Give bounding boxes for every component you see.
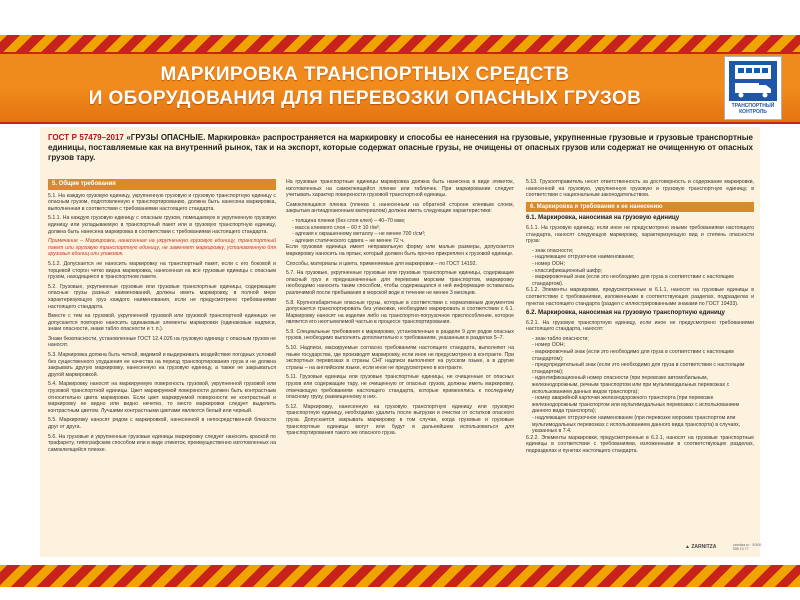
list-item: - адгезия к окрашенному металлу – не менее 700 г/см²; [292, 231, 426, 238]
paragraph: 5.2. Грузовые, укрупненные грузовые или грузовые транспортные единицы, содержащие опасные грузы разных наименований, должны иметь маркировку, в полной мере характеризующую груз каждого наименования, если не предусмотрено требованиями настоящего стандарта. [48, 283, 276, 310]
paragraph: 5.1.2. Допускается не наносить маркировку на транспортный пакет, если с его боковой и торцевой сторон четко видна маркировка, нанесенная на все грузовые единицы с опасным грузом, находящиеся в транспортном пакете. [48, 260, 276, 281]
paragraph: 5.1. На каждую грузовую единицу, укрупненную грузовую и грузовую транспортную единицу с опасным грузом, подготовленную к транспортированию, должна быть нанесена маркировка, выполненная в соответствии с требованиями настоящего стандарта. [48, 192, 276, 212]
title-line-2: И ОБОРУДОВАНИЯ ДЛЯ ПЕРЕВОЗКИ ОПАСНЫХ ГРУЗОВ [88, 88, 642, 109]
note-paragraph: Примечание – Маркировка, нанесенная на укрупненную грузовую единицу, транспортный пакет или грузовую транспортную единицу, не заменяет маркировку, установленную для грузовых единиц или упаковок. [48, 238, 276, 258]
paragraph: Способы, материалы и цвета, применяемые для маркировки – по ГОСТ 14192. [286, 260, 477, 267]
section-6-header: 6. Маркировка и требования к ее нанесению [526, 202, 754, 213]
list-item: - классификационный шифр; [532, 267, 603, 274]
hazard-stripe-bottom [0, 565, 800, 587]
subsection-6-2-heading: 6.2. Маркировка, наносимая на грузовую транспортную единицу [526, 309, 725, 317]
paragraph: Знаки безопасности, установленные ГОСТ 12.4.026 на грузовую единицу с опасным грузом не наносят. [48, 335, 276, 349]
paragraph: 5.5. Маркировку наносят рядом с маркировкой, нанесенной в непосредственной близости друг от друга. [48, 417, 276, 430]
list-item: - адгезия статического сдвига – не менее 72 ч. [292, 237, 405, 244]
paragraph: 5.4. Маркировку наносят на маркируемую поверхность грузовой, укрупненной грузовой или грузовой транспортной единицы. Цвет маркируемой поверхности должен быть контрастным относительно цвета маркировки. Если цвет маркируемой поверхности не контрастный и маркировку не видно или видно нечетко, то место маркировки следует выделить контрастным цветом. Лучшими контрастными цветами являются белый или черный. [48, 381, 276, 414]
paragraph: 5.1.1. На каждую грузовую единицу с опасным грузом, помещаемую в укрупненную грузовую единицу или укладываемую в транспортный пакет или в грузовую транспортную единицу, должна быть нанесена маркировка в соответствии с требованиями настоящего стандарта. [48, 215, 276, 235]
list-item: - идентификационный номер опасности (при перевозке автомобильным, железнодорожным, речным транспортом или при мультимодальных перевозках с использованием данных видов транспорта); [532, 375, 730, 395]
paragraph: 5.9. Специальные требования к маркировке, установленные в разделе 9 для родов опасных грузов, необходимо выполнять дополнительно к требованиям, указанным в разделах 5–7. [286, 328, 514, 342]
list-item: - масса клеевого слоя – 60 ± 10 г/м²; [292, 224, 380, 231]
paragraph: Самоклеящаяся пленка (пленка с нанесенным на обратной стороне клеевым слоем, закрытым антиадгезионным материалом) должна иметь следующие характеристики: [286, 201, 514, 215]
brand-name: ZARNITZA [691, 544, 717, 550]
list-item: - знак опасности; [532, 247, 574, 254]
page-title [40, 63, 690, 111]
paragraph: 6.1.1. На грузовую единицу, если иное не предусмотрено иными требованиями настоящего стандарта, наносят следующую маркировку, характеризующую вид и степень опасности груза: [526, 224, 754, 245]
paragraph: 5.8. Крупногабаритные опасные грузы, которые в соответствии с нормативным документом допускается транспортировать без упаковки, необходимо маркировать в соответствии с 6.1. Маркировку наносят на изделие либо на транспортно-погрузочное приспособление, которое является его неотъемлемой частью в процессе транспортирования. [286, 299, 514, 326]
list-item: - номер аварийной карточки железнодорожного транспорта (при перевозке железнодорожным транспортом или мультимодальных перевозках с использованием данного вида транспорта); [532, 395, 740, 415]
paragraph: 5.6. На грузовые и укрупненные грузовые единицы маркировку следует наносить краской по трафарету, типографским способом или в виде этикеток, преимущественно изготовленных на самоклеящейся пленке. [48, 433, 276, 453]
list-item: - маркировочный знак (если это необходимо для груза в соответствии с настоящим стандартом). [532, 274, 734, 287]
title-line-1: МАРКИРОВКА ТРАНСПОРТНЫХ СРЕДСТВ [160, 64, 570, 85]
column-1 [48, 179, 276, 456]
sign-caption: ТРАНСПОРТНЫЙ КОНТРОЛЬ [731, 103, 775, 115]
gost-text: «ГРУЗЫ ОПАСНЫЕ. Маркировка» распространяется на маркировку и способы ее нанесения на грузовые, укрупненные грузовые и грузовые транспортные единицы, поставляемые как на внутренний рынок, так и на экспорт, которые содержат опасные грузы, не очищены от опасных грузов или содержат не очищенную от опасных грузов тару. [48, 133, 753, 162]
list-item: - знак-табло опасности; [532, 335, 589, 342]
paragraph: 6.2.2. Элементы маркировки, предусмотренные в 6.2.1, наносят на грузовые транспортные единицы в соответствии с требованиями, изложенными в соответствующих разделах, подразделах и пунктах настоящего стандарта. [526, 434, 754, 454]
logo-icon: ▲ [685, 544, 690, 550]
paragraph: 5.13. Грузоотправитель несет ответственность за достоверность и содержание маркировки, нанесенной на грузовую, укрупненную грузовую и грузовую транспортную единицу, в соответствии с национальным законодательством. [526, 179, 754, 199]
column-2 [286, 179, 514, 440]
header-banner [0, 52, 800, 124]
list-item: - маркировочный знак (если это необходимо для груза в соответствии с настоящим стандартом); [532, 349, 734, 362]
list-item: - надлежащее отгрузочное наименование; [532, 254, 635, 261]
content-panel [40, 127, 760, 557]
paragraph: 5.12. Маркировку, нанесенную на грузовую транспортную единицу или грузовую транспортную единицу, необходимо удалить после выгрузки и очистки от остатков опасного груза. Допускается закрывать маркировку в том случае, когда грузовые и грузовые транспортные единицы могут или будут в дальнейшем использоваться для транспортирования такого же опасного груза. [286, 403, 514, 437]
list-item: - толщина пленки (без слоя клея) – 40–70 мкм; [292, 217, 406, 224]
paragraph: 5.7. На грузовые, укрупненные грузовые или грузовые транспортные единицы, содержащие опасный груз и предназначенные для перевозки морским транспортом, маркировку необходимо наносить таким способом, чтобы содержащаяся в ней информация оставалась различимой после пребывания в морской воде в течение не менее 3 месяцев. [286, 270, 514, 296]
paragraph: 5.3. Маркировка должна быть четкой, видимой и выдерживать воздействие погодных условий без существенного ухудшения ее качества на период транспортирования груза и не должна закрывать другую маркировку, нанесенную на грузовую единицу, а также не закрываться другой маркировкой. [48, 352, 276, 378]
paragraph: 5.11. Грузовые единицы или грузовые транспортные единицы, не очищенные от опасных грузов или содержащие тару, не очищенную от опасных грузов, должны иметь маркировку, отвечающую требованиям настоящего стандарта, которые применялись к последнему опасному грузу, размещенному в них. [286, 374, 514, 401]
brand-logo [685, 544, 716, 550]
list-item: - предупредительный знак (если это необходимо для груза в соответствии с настоящим стандартом); [532, 362, 745, 375]
section-5-header: 5. Общие требования [48, 179, 276, 190]
list-item: - надлежащее отгрузочное наименование (при перевозке морским транспортом или мультимодальных перевозках с использованием данного вида транспорта) в случаях, указанных в 7.4. [532, 415, 741, 435]
list-item: - номер ООН; [532, 342, 565, 349]
paragraph: 5.10. Надписи, маскируемые согласно требованиям настоящего стандарта, выполняют на языке государства, где производят маркировку, если иное не предусмотрено в контракте. При экспортных перевозках в страны СНГ надписи выполняют на русском языке, а в другие страны – на английском языке, если иное не предусмотрено в контракте. [286, 345, 514, 371]
paragraph: На грузовые транспортные единицы маркировка должна быть нанесена в виде этикеток, изготовленных на самоклеящейся пленке или табличек. При маркировании следует учитывать характер поверхности грузовой транспортной единицы. [286, 179, 514, 199]
list-item: - номер ООН; [532, 260, 565, 267]
paragraph: Вместе с тем на грузовой, укрупненной грузовой или грузовой транспортной единицах не допускается повторно наносить одинаковые элементы маркировки (одинаковые надписи, знаки опасности, знаки табло опасности и т. п.). [48, 313, 276, 333]
gost-intro [48, 133, 753, 163]
paragraph: 6.2.1. На грузовую транспортную единицу, если иное не предусмотрено требованиями настоящего стандарта, наносят: [526, 319, 754, 333]
paragraph: Если грузовая единица имеет неправильную форму или малые размеры, допускается маркировку наносить на ярлык, который должен быть прочно прикреплен к грузовой единице. [286, 244, 514, 257]
subsection-6-1-heading: 6.1. Маркировка, наносимая на грузовую единицу [526, 214, 680, 222]
gost-number: ГОСТ Р 57479–2017 [48, 133, 124, 142]
truck-bus-icon [729, 61, 777, 101]
column-3 [526, 179, 754, 458]
transport-control-sign [724, 56, 782, 120]
publisher-info: zarnitza.ru · 8 800 555 10 77 [733, 543, 762, 551]
paragraph: 6.1.2. Элементы маркировки, предусмотренные в 6.1.1, наносят на грузовые единицы в соответствии с требованиями, изложенными в соответствующих разделах, подразделах и пунктах настоящего стандарта (раздел с иллюстрированными знаками по ГОСТ 19433). [526, 287, 754, 307]
